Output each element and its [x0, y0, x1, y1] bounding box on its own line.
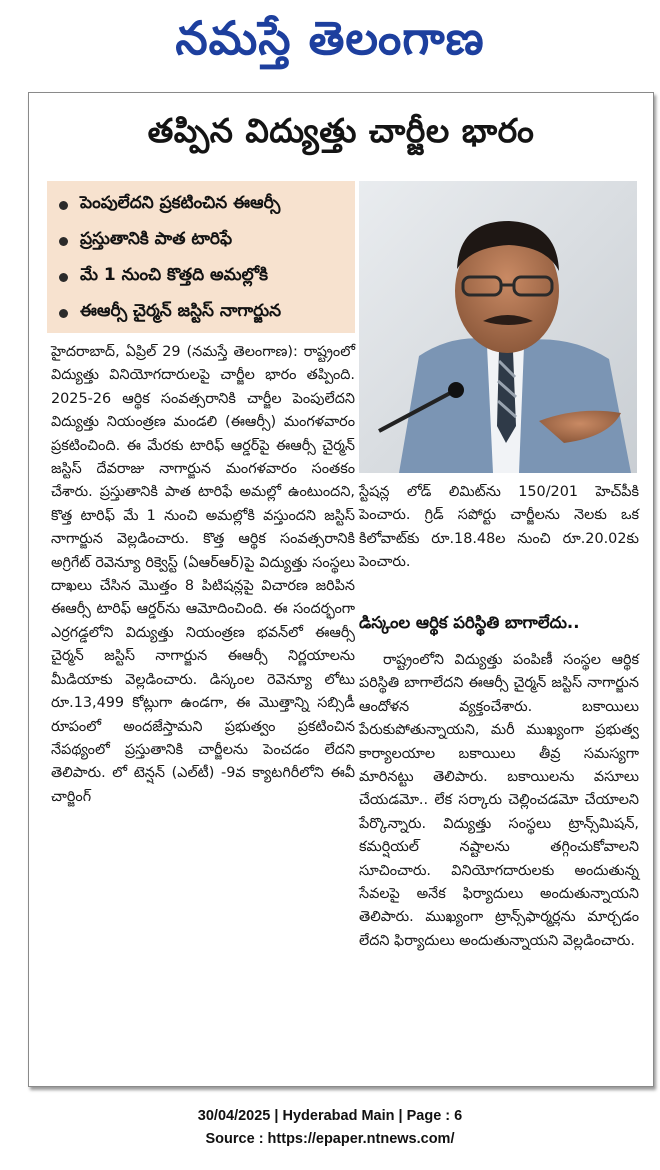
- subheading: డిస్కంల ఆర్థిక పరిస్థితి బాగాలేదు..: [359, 613, 580, 632]
- highlight-text: మే 1 నుంచి కొత్తది అమల్లోకి: [80, 265, 269, 285]
- bullet-icon: [59, 201, 68, 210]
- highlight-item: [59, 259, 345, 295]
- highlight-text: ప్రస్తుతానికి పాత టారిఫే: [80, 229, 233, 249]
- highlight-item: [59, 223, 345, 259]
- bullet-icon: [59, 237, 68, 246]
- masthead-logo: నమస్తే తెలంగాణ: [175, 11, 485, 65]
- highlight-text: పెంపులేదని ప్రకటించిన ఈఆర్సీ: [80, 193, 281, 213]
- footer-source: Source : https://epaper.ntnews.com/: [205, 1131, 455, 1147]
- article-paragraph: రాష్ట్రంలోని విద్యుత్తు పంపిణీ సంస్థల ఆర్థిక పరిస్థితి బాగాలేదని ఈఆర్సీ చైర్మన్ జస్టిస్ నాగార్జున ఆందోళన వ్యక్తంచేశారు. బకాయిలు పేరుకుపోతున్నాయని, మరీ ముఖ్యంగా ప్రభుత్వ కార్యాలయాల బకాయిలు తీవ్ర సమస్యగా మారినట్టు తెలిపారు. బకాయిలను వసూలు చేయడమో.. లేక సర్కారు చెల్లించడమో చేయాలని పేర్కొన్నారు. విద్యుత్తు సంస్థలు ట్రాన్స్‌మిషన్, కమర్షియల్ నష్టాలను తగ్గించుకోవాలని సూచించారు. వినియోగదారులకు అందుతున్న సేవలపై అనేక ఫిర్యాదులు అందుతున్నాయని తెలిపారు. ముఖ్యంగా ట్రాన్స్‌ఫార్మర్లను మార్చడం లేదని ఫిర్యాదులు అందుతున్నాయని వెల్లడించారు.: [359, 652, 639, 949]
- highlight-text: ఈఆర్సీ చైర్మన్ జస్టిస్ నాగార్జున: [80, 301, 282, 321]
- highlight-item: [59, 295, 345, 331]
- article-body-left: [51, 341, 355, 1069]
- headline: తప్పిన విద్యుత్తు చార్జీల భారం: [147, 111, 535, 150]
- bullet-icon: [59, 273, 68, 282]
- article-paragraph: స్టేషన్ల లోడ్ లిమిట్‌ను 150/201 హెచ్‌పీకి పెంచారు. గ్రిడ్ సపోర్టు చార్జీలను నెలకు ఒక కిలోవాట్‌కు రూ.18.48ల నుంచి రూ.20.02కు పెంచారు.: [359, 484, 639, 571]
- news-clipping: [28, 92, 654, 1087]
- speaker-photo-image: [359, 181, 637, 473]
- article-body-right-bottom: [359, 649, 639, 953]
- footer-date-edition: 30/04/2025 | Hyderabad Main | Page : 6: [197, 1108, 463, 1124]
- bullet-icon: [59, 309, 68, 318]
- speaker-photo: [359, 181, 637, 473]
- article-body-right-top: [359, 481, 639, 575]
- highlight-item: [59, 187, 345, 223]
- highlights-box: [47, 181, 355, 333]
- article-paragraph: హైదరాబాద్, ఏప్రిల్ 29 (నమస్తే తెలంగాణ): రాష్ట్రంలో విద్యుత్తు వినియోగదారులపై చార్జీల భారం తప్పింది. 2025-26 ఆర్థిక సంవత్సరానికి చార్జీల పెంపులేదని విద్యుత్తు నియంత్రణ మండలి (ఈఆర్సీ) మంగళవారం ప్రకటించింది. ఈ మేరకు టారిఫ్ ఆర్డర్‌పై ఈఆర్సీ చైర్మన్ జస్టిస్ దేవరాజు నాగార్జున మంగళవారం సంతకం చేశారు. ప్రస్తుతానికి పాత టారిఫే అమల్లో ఉంటుందని, కొత్త టారిఫ్ మే 1 నుంచి అమల్లోకి వస్తుందని జస్టిస్ నాగార్జున వెల్లడించారు. కొత్త ఆర్థిక సంవత్సరానికి అగ్రిగేట్ రెవెన్యూ రిక్వెస్ట్ (ఏఆర్ఆర్)పై విద్యుత్తు సంస్థలు దాఖలు చేసిన మొత్తం 8 పిటిషన్లపై విచారణ జరిపిన ఈఆర్సీ టారిఫ్ ఆర్డర్‌ను ఆమోదించింది. ఈ సందర్భంగా ఎర్రగడ్డలోని విద్యుత్తు నియంత్రణ భవన్‌లో ఈఆర్సీ చైర్మన్ జస్టిస్ నాగార్జున ఈఆర్సీ నిర్ణయాలను మీడియాకు వెల్లడించారు. డిస్కంల రెవెన్యూ లోటు రూ.13,499 కోట్లుగా ఉండగా, ఈ మొత్తాన్ని సబ్సిడీ రూపంలో అందజేస్తామని ప్రభుత్వం ప్రకటించిన నేపథ్యంలో ప్రస్తుతానికి చార్జీలను పెంచడం లేదని తెలిపారు. లో టెన్షన్ (ఎల్‌టీ) -9వ క్యాటగిరీలోని ఈవీ చార్జింగ్: [51, 344, 355, 805]
